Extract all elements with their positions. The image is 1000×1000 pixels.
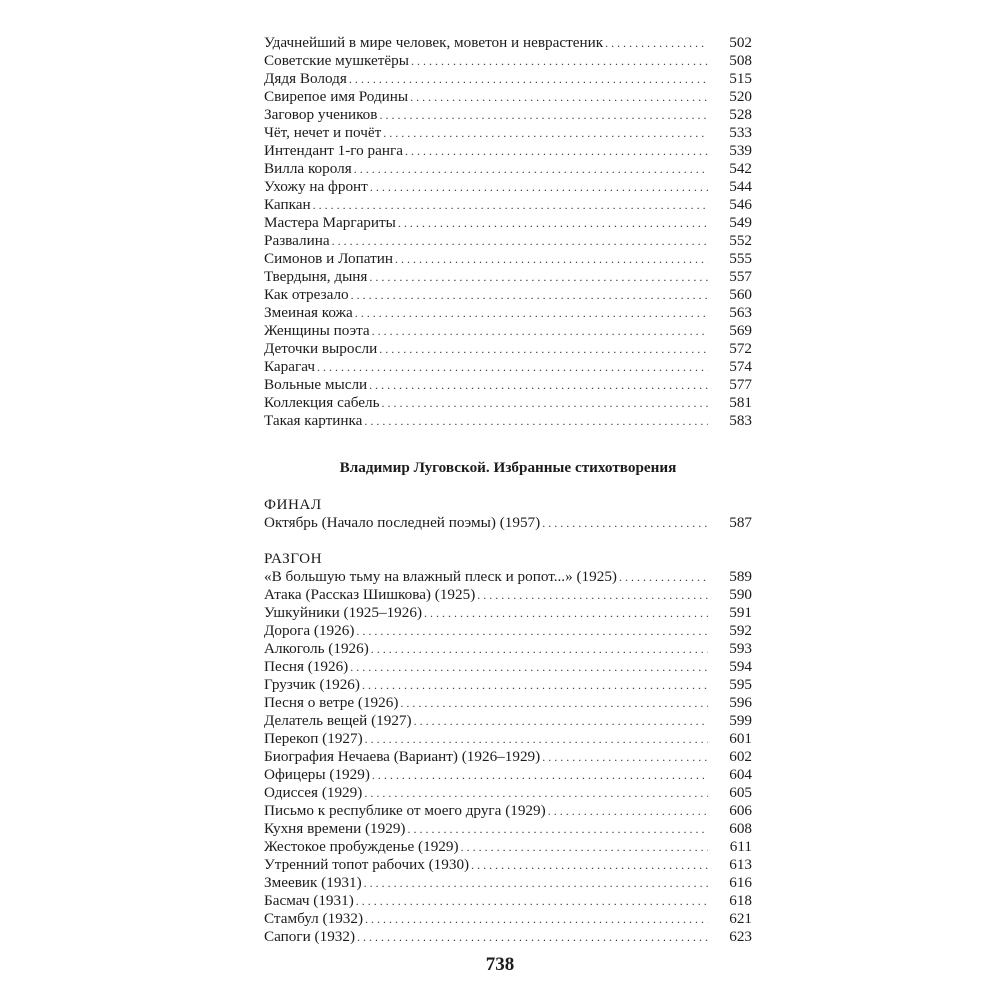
entry-title: Письмо к республике от моего друга (1929) [264, 802, 546, 819]
toc-entry [264, 196, 752, 214]
entry-title: Твердыня, дыня [264, 268, 368, 285]
entry-title: Симонов и Лопатин [264, 250, 393, 267]
entry-title: Такая картинка [264, 412, 363, 429]
toc-entry [264, 622, 752, 640]
dot-leader [370, 178, 708, 196]
toc-entry [264, 658, 752, 676]
entry-title: Капкан [264, 196, 311, 213]
entry-title: Перекоп (1927) [264, 730, 363, 747]
entry-title: Женщины поэта [264, 322, 370, 339]
entry-title: Алкоголь (1926) [264, 640, 369, 657]
entry-page: 544 [729, 178, 752, 195]
toc-entry [264, 106, 752, 124]
entry-page: 589 [729, 568, 752, 585]
entry-page: 613 [729, 856, 752, 873]
dot-leader [542, 514, 708, 532]
dot-leader [354, 160, 708, 178]
toc-entry [264, 34, 752, 52]
entry-page: 601 [729, 730, 752, 747]
dot-leader [411, 52, 708, 70]
dot-leader [372, 766, 708, 784]
toc-entry [264, 178, 752, 196]
dot-leader [461, 838, 708, 856]
dot-leader [471, 856, 708, 874]
toc-entry [264, 394, 752, 412]
dot-leader [414, 712, 708, 730]
dot-leader [379, 106, 708, 124]
entry-page: 587 [729, 514, 752, 531]
section-label-razgon: РАЗГОН [264, 550, 323, 567]
entry-page: 557 [729, 268, 752, 285]
toc-entry [264, 640, 752, 658]
toc-list-razgon [264, 568, 752, 946]
dot-leader [379, 340, 708, 358]
entry-page: 552 [729, 232, 752, 249]
entry-title: Чёт, нечет и почёт [264, 124, 382, 141]
entry-page: 596 [729, 694, 752, 711]
entry-page: 572 [729, 340, 752, 357]
dot-leader [408, 820, 709, 838]
dot-leader [365, 910, 708, 928]
dot-leader [372, 322, 708, 340]
section-label-final: ФИНАЛ [264, 496, 322, 513]
entry-title: Развалина [264, 232, 330, 249]
entry-title: Карагач [264, 358, 316, 375]
dot-leader [355, 304, 708, 322]
entry-page: 581 [729, 394, 752, 411]
dot-leader [382, 394, 708, 412]
entry-title: Заговор учеников [264, 106, 378, 123]
entry-page: 623 [729, 928, 752, 945]
dot-leader [362, 676, 708, 694]
dot-leader [369, 268, 708, 286]
dot-leader [619, 568, 708, 586]
entry-page: 574 [729, 358, 752, 375]
toc-entry [264, 676, 752, 694]
dot-leader [356, 622, 708, 640]
entry-page: 606 [729, 802, 752, 819]
toc-entry [264, 250, 752, 268]
page-number: 738 [485, 954, 515, 975]
dot-leader [395, 250, 708, 268]
entry-title: Жестокое пробужденье (1929) [264, 838, 459, 855]
dot-leader [313, 196, 708, 214]
toc-entry [264, 160, 752, 178]
toc-entry [264, 712, 752, 730]
entry-page: 608 [729, 820, 752, 837]
dot-leader [365, 730, 708, 748]
toc-entry [264, 568, 752, 586]
entry-page: 591 [729, 604, 752, 621]
dot-leader [400, 694, 708, 712]
entry-title: Кухня времени (1929) [264, 820, 406, 837]
dot-leader [542, 748, 708, 766]
entry-page: 593 [729, 640, 752, 657]
entry-title: Стамбул (1932) [264, 910, 364, 927]
entry-page: 592 [729, 622, 752, 639]
toc-entry [264, 376, 752, 394]
toc-entry [264, 286, 752, 304]
entry-title: Песня (1926) [264, 658, 349, 675]
entry-title: Змеевик (1931) [264, 874, 362, 891]
toc-entry [264, 892, 752, 910]
toc-entry [264, 340, 752, 358]
dot-leader [477, 586, 708, 604]
entry-page: 539 [729, 142, 752, 159]
dot-leader [332, 232, 708, 250]
entry-title: «В большую тьму на влажный плеск и ропот...» (1925) [264, 568, 617, 585]
toc-entry [264, 232, 752, 250]
dot-leader [350, 658, 708, 676]
entry-title: Змеиная кожа [264, 304, 353, 321]
entry-title: Интендант 1-го ранга [264, 142, 403, 159]
dot-leader [364, 874, 708, 892]
entry-title: Басмач (1931) [264, 892, 354, 909]
entry-title: Деточки выросли [264, 340, 378, 357]
toc-entry [264, 70, 752, 88]
toc-entry [264, 142, 752, 160]
toc-entry [264, 268, 752, 286]
entry-title: Сапоги (1932) [264, 928, 356, 945]
dot-leader [364, 784, 708, 802]
dot-leader [356, 892, 708, 910]
entry-title: Октябрь (Начало последней поэмы) (1957) [264, 514, 541, 531]
entry-page: 618 [729, 892, 752, 909]
entry-page: 611 [729, 838, 752, 855]
entry-title: Мастера Маргариты [264, 214, 396, 231]
entry-title: Ушкуйники (1925–1926) [264, 604, 423, 621]
toc-entry [264, 802, 752, 820]
entry-title: Делатель вещей (1927) [264, 712, 412, 729]
entry-title: Удачнейший в мире человек, моветон и неврастеник [264, 34, 604, 51]
entry-page: 542 [729, 160, 752, 177]
toc-entry [264, 52, 752, 70]
toc-entry [264, 856, 752, 874]
entry-title: Вольные мысли [264, 376, 368, 393]
entry-title: Офицеры (1929) [264, 766, 370, 783]
entry-title: Утренний топот рабочих (1930) [264, 856, 470, 873]
dot-leader [424, 604, 708, 622]
toc-entry [264, 748, 752, 766]
dot-leader [369, 376, 708, 394]
toc-entry [264, 124, 752, 142]
toc-entry [264, 322, 752, 340]
toc-entry [264, 304, 752, 322]
toc-entry [264, 874, 752, 892]
entry-page: 563 [729, 304, 752, 321]
toc-entry [264, 910, 752, 928]
toc-list-top [264, 34, 752, 430]
entry-title: Вилла короля [264, 160, 352, 177]
entry-title: Биография Нечаева (Вариант) (1926–1929) [264, 748, 541, 765]
dot-leader [371, 640, 708, 658]
toc-entry [264, 604, 752, 622]
entry-page: 602 [729, 748, 752, 765]
dot-leader [405, 142, 708, 160]
toc-entry [264, 766, 752, 784]
entry-title: Советские мушкетёры [264, 52, 409, 69]
toc-entry [264, 88, 752, 106]
table-of-contents [264, 34, 752, 946]
toc-entry [264, 730, 752, 748]
entry-page: 546 [729, 196, 752, 213]
toc-entry [264, 586, 752, 604]
dot-leader [351, 286, 708, 304]
author-heading: Владимир Луговской. Избранные стихотворения [339, 459, 677, 476]
entry-page: 590 [729, 586, 752, 603]
entry-page: 621 [729, 910, 752, 927]
entry-page: 520 [729, 88, 752, 105]
toc-entry [264, 694, 752, 712]
entry-page: 555 [729, 250, 752, 267]
toc-entry [264, 214, 752, 232]
toc-entry [264, 514, 752, 532]
toc-entry [264, 358, 752, 376]
entry-page: 599 [729, 712, 752, 729]
entry-page: 577 [729, 376, 752, 393]
entry-page: 616 [729, 874, 752, 891]
entry-page: 549 [729, 214, 752, 231]
dot-leader [605, 34, 708, 52]
toc-entry [264, 412, 752, 430]
dot-leader [383, 124, 708, 142]
toc-entry [264, 820, 752, 838]
entry-page: 595 [729, 676, 752, 693]
entry-page: 594 [729, 658, 752, 675]
entry-page: 528 [729, 106, 752, 123]
entry-title: Одиссея (1929) [264, 784, 363, 801]
entry-page: 560 [729, 286, 752, 303]
entry-page: 569 [729, 322, 752, 339]
entry-title: Песня о ветре (1926) [264, 694, 399, 711]
entry-page: 605 [729, 784, 752, 801]
entry-page: 502 [729, 34, 752, 51]
entry-title: Свирепое имя Родины [264, 88, 409, 105]
entry-page: 604 [729, 766, 752, 783]
dot-leader [548, 802, 708, 820]
entry-title: Ухожу на фронт [264, 178, 368, 195]
dot-leader [357, 928, 708, 946]
entry-title: Дядя Володя [264, 70, 347, 87]
dot-leader [349, 70, 708, 88]
entry-title: Грузчик (1926) [264, 676, 360, 693]
entry-page: 533 [729, 124, 752, 141]
toc-entry [264, 928, 752, 946]
dot-leader [364, 412, 708, 430]
entry-title: Как отрезало [264, 286, 349, 303]
dot-leader [410, 88, 708, 106]
entry-title: Коллекция сабель [264, 394, 380, 411]
dot-leader [398, 214, 708, 232]
entry-page: 583 [729, 412, 752, 429]
dot-leader [317, 358, 708, 376]
entry-title: Дорога (1926) [264, 622, 355, 639]
entry-page: 508 [729, 52, 752, 69]
toc-entry [264, 838, 752, 856]
toc-entry [264, 784, 752, 802]
entry-title: Атака (Рассказ Шишкова) (1925) [264, 586, 476, 603]
entry-page: 515 [729, 70, 752, 87]
